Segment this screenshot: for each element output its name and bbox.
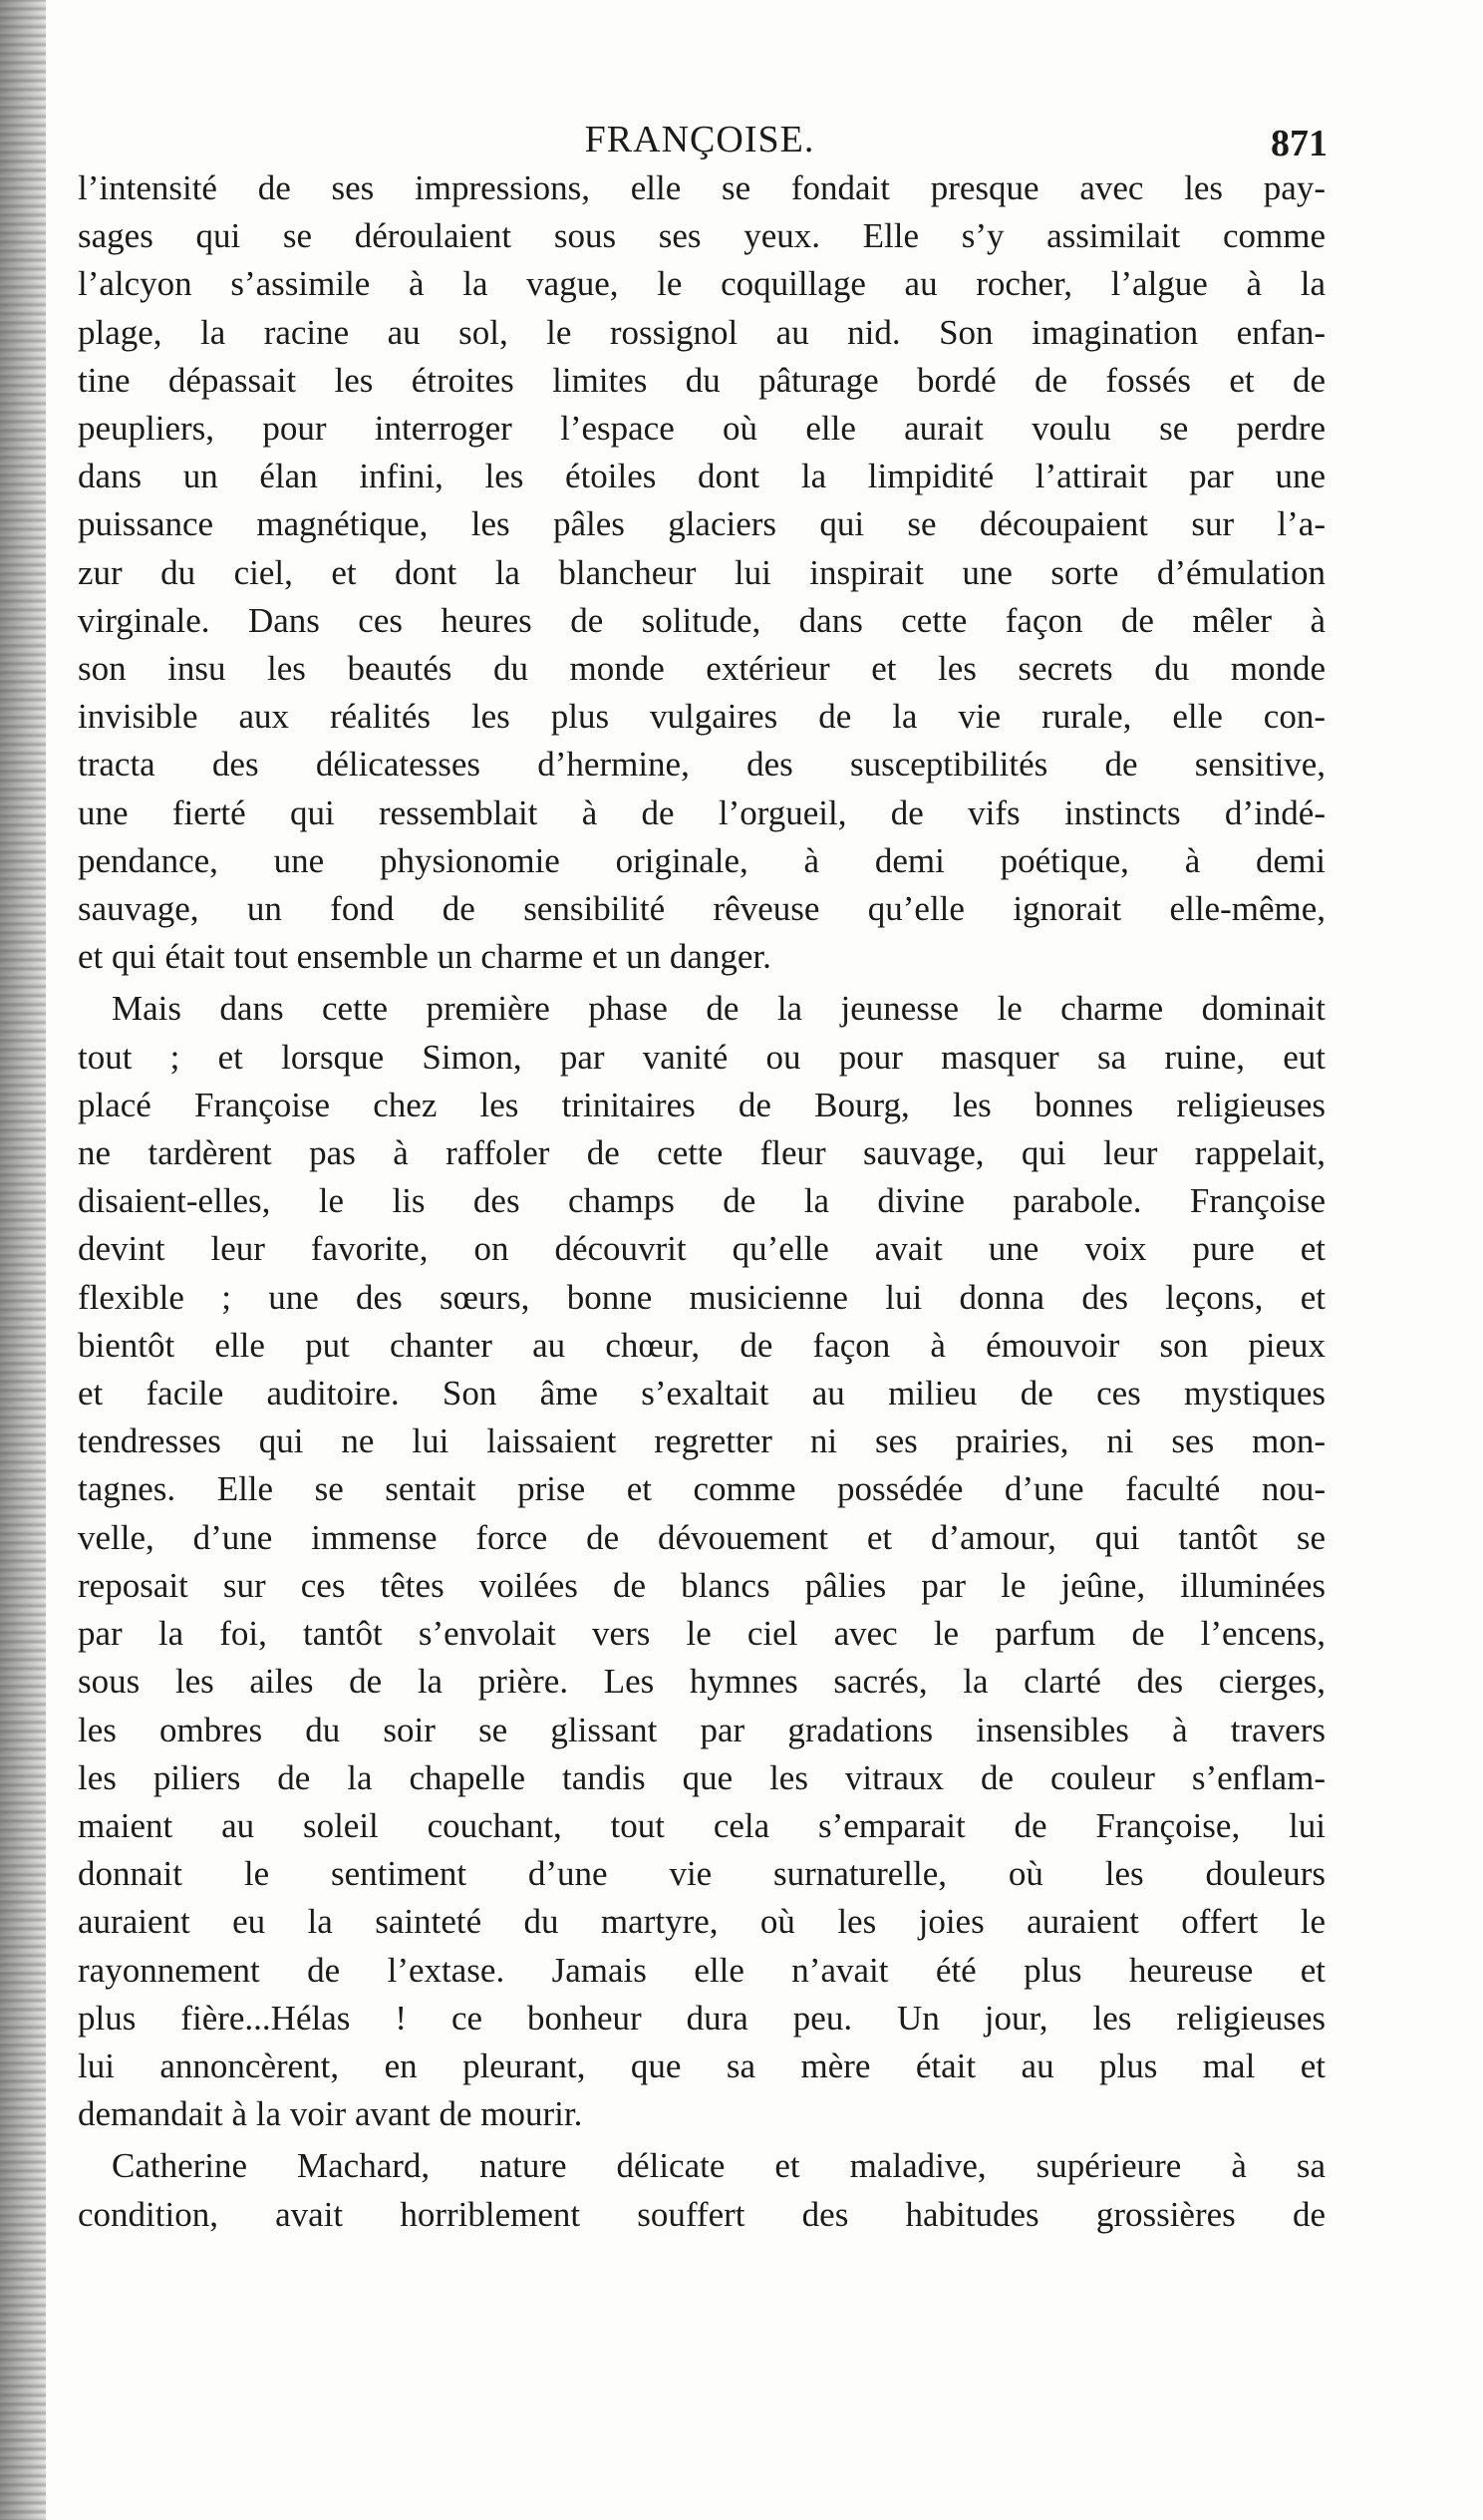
text-line: velle, d’une immense force de dévouement et d’amour, qui tantôt se: [78, 1517, 1326, 1557]
text-line: devint leur favorite, on découvrit qu’elle avait une voix pure et: [78, 1229, 1326, 1269]
text-line: invisible aux réalités les plus vulgaires de la vie rurale, elle con-: [78, 697, 1326, 737]
text-line: bientôt elle put chanter au chœur, de façon à émouvoir son pieux: [78, 1325, 1326, 1365]
paragraph-1: [78, 164, 1326, 981]
text-line: flexible ; une des sœurs, bonne musicienne lui donna des leçons, et: [78, 1277, 1326, 1317]
text-line: placé Françoise chez les trinitaires de Bourg, les bonnes religieuses: [78, 1085, 1326, 1124]
text-line: l’alcyon s’assimile à la vague, le coquillage au rocher, l’algue à la: [78, 264, 1326, 304]
text-line: zur du ciel, et dont la blancheur lui inspirait une sorte d’émulation: [78, 552, 1326, 592]
body-text: [78, 164, 1326, 2239]
text-line: donnait le sentiment d’une vie surnaturelle, où les douleurs: [78, 1854, 1326, 1894]
text-line: pendance, une physionomie originale, à demi poétique, à demi: [78, 840, 1326, 880]
text-line: tracta des délicatesses d’hermine, des susceptibilités de sensitive,: [78, 745, 1326, 785]
text-line: par la foi, tantôt s’envolait vers le ciel avec le parfum de l’encens,: [78, 1614, 1326, 1654]
text-line: plus fière...Hélas ! ce bonheur dura peu. Un jour, les religieuses: [78, 1998, 1326, 2038]
text-line: et facile auditoire. Son âme s’exaltait au milieu de ces mystiques: [78, 1374, 1326, 1414]
text-line: sous les ailes de la prière. Les hymnes sacrés, la clarté des cierges,: [78, 1662, 1326, 1702]
paragraph-2: [78, 985, 1326, 2138]
text-line: auraient eu la sainteté du martyre, où les joies auraient offert le: [78, 1902, 1326, 1942]
running-title: FRANÇOISE.: [584, 119, 815, 160]
text-line: tagnes. Elle se sentait prise et comme possédée d’une faculté nou-: [78, 1469, 1326, 1509]
text-line: dans un élan infini, les étoiles dont la limpidité l’attirait par une: [78, 457, 1326, 496]
text-line: maient au soleil couchant, tout cela s’emparait de Françoise, lui: [78, 1805, 1326, 1845]
text-line: son insu les beautés du monde extérieur et les secrets du monde: [78, 649, 1326, 689]
text-line: reposait sur ces têtes voilées de blancs pâlies par le jeûne, illuminées: [78, 1565, 1326, 1605]
text-line: les ombres du soir se glissant par gradations insensibles à travers: [78, 1710, 1326, 1749]
text-line: lui annoncèrent, en pleurant, que sa mère était au plus mal et: [78, 2046, 1326, 2085]
text-line: tout ; et lorsque Simon, par vanité ou pour masquer sa ruine, eut: [78, 1037, 1326, 1077]
text-line: les piliers de la chapelle tandis que les vitraux de couleur s’enflam-: [78, 1757, 1326, 1797]
text-line: puissance magnétique, les pâles glaciers qui se découpaient sur l’a-: [78, 504, 1326, 544]
page-number: 871: [1271, 123, 1328, 164]
text-line: disaient-elles, le lis des champs de la divine parabole. Françoise: [78, 1181, 1326, 1221]
text-line: plage, la racine au sol, le rossignol au nid. Son imagination enfan-: [78, 312, 1326, 352]
text-line: peupliers, pour interroger l’espace où elle aurait voulu se perdre: [78, 409, 1326, 449]
text-line: condition, avait horriblement souffert des habitudes grossières de: [78, 2194, 1326, 2234]
text-line: tendresses qui ne lui laissaient regretter ni ses prairies, ni ses mon-: [78, 1421, 1326, 1461]
text-line: sages qui se déroulaient sous ses yeux. Elle s’y assimilait comme: [78, 216, 1326, 256]
text-line: tine dépassait les étroites limites du pâturage bordé de fossés et de: [78, 360, 1326, 400]
text-line: Catherine Machard, nature délicate et maladive, supérieure à sa: [112, 2146, 1326, 2186]
text-line: ne tardèrent pas à raffoler de cette fleur sauvage, qui leur rappelait,: [78, 1133, 1326, 1173]
text-line: rayonnement de l’extase. Jamais elle n’avait été plus heureuse et: [78, 1950, 1326, 1990]
paragraph-3: [78, 2142, 1326, 2238]
text-line: virginale. Dans ces heures de solitude, dans cette façon de mêler à: [78, 600, 1326, 640]
text-line: une fierté qui ressemblait à de l’orgueil, de vifs instincts d’indé-: [78, 792, 1326, 832]
binding-edge: [0, 0, 46, 2520]
text-line: sauvage, un fond de sensibilité rêveuse qu’elle ignorait elle-même,: [78, 889, 1326, 929]
text-line: l’intensité de ses impressions, elle se fondait presque avec les pay-: [78, 168, 1326, 207]
text-line: et qui était tout ensemble un charme et un danger.: [78, 937, 771, 977]
text-line: demandait à la voir avant de mourir.: [78, 2094, 583, 2134]
text-line: Mais dans cette première phase de la jeunesse le charme dominait: [112, 989, 1326, 1029]
